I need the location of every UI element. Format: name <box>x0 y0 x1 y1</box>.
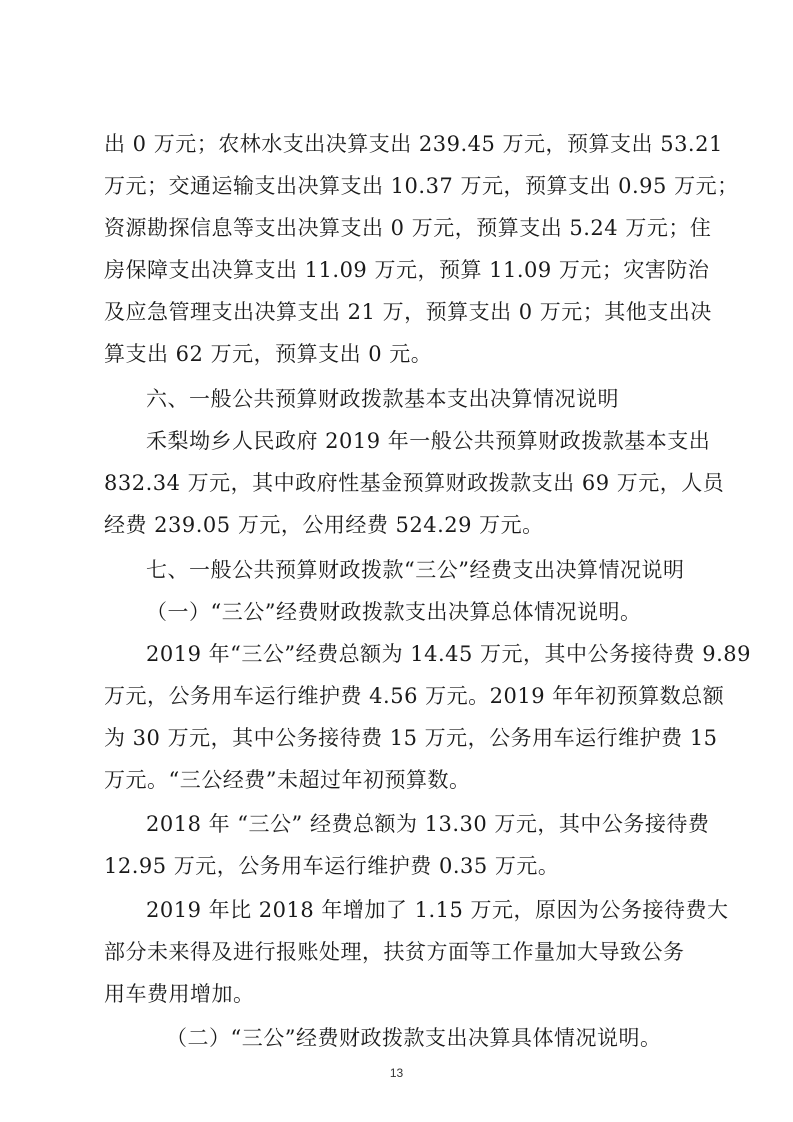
text-line: 2019 年“三公”经费总额为 14.45 万元，其中公务接待费 9.89 <box>146 642 751 666</box>
subsection-heading: （一）“三公”经费财政拨款支出决算总体情况说明。 <box>146 600 642 624</box>
text-line: 用车费用增加。 <box>104 982 255 1006</box>
text-line: 房保障支出决算支出 11.09 万元，预算 11.09 万元；灾害防治 <box>104 258 710 282</box>
text-line: 万元。“三公经费”未超过年初预算数。 <box>104 768 471 792</box>
text-line: 万元；交通运输支出决算支出 10.37 万元，预算支出 0.95 万元； <box>104 174 739 198</box>
text-line: 12.95 万元，公务用车运行维护费 0.35 万元。 <box>104 854 560 878</box>
text-line: 为 30 万元，其中公务接待费 15 万元，公务用车运行维护费 15 <box>104 726 718 750</box>
text-line: 832.34 万元，其中政府性基金预算财政拨款支出 69 万元，人员 <box>104 471 725 495</box>
text-line: 禾梨坳乡人民政府 2019 年一般公共预算财政拨款基本支出 <box>146 429 711 453</box>
page-number: 13 <box>389 1066 404 1080</box>
subsection-heading: （二）“三公”经费财政拨款支出决算具体情况说明。 <box>166 1026 662 1050</box>
section-heading: 七、一般公共预算财政拨款“三公”经费支出决算情况说明 <box>146 558 685 582</box>
text-line: 经费 239.05 万元，公用经费 524.29 万元。 <box>104 513 544 537</box>
text-line: 资源勘探信息等支出决算支出 0 万元，预算支出 5.24 万元；住 <box>104 216 712 240</box>
text-line: 及应急管理支出决算支出 21 万，预算支出 0 万元；其他支出决 <box>104 300 712 324</box>
section-heading: 六、一般公共预算财政拨款基本支出决算情况说明 <box>146 387 619 411</box>
text-line: 算支出 62 万元，预算支出 0 元。 <box>104 342 433 366</box>
text-line: 2019 年比 2018 年增加了 1.15 万元，原因为公务接待费大 <box>146 898 729 922</box>
text-line: 万元，公务用车运行维护费 4.56 万元。2019 年年初预算数总额 <box>104 684 725 708</box>
text-line: 2018 年 “三公” 经费总额为 13.30 万元，其中公务接待费 <box>146 812 710 836</box>
text-line: 出 0 万元；农林水支出决算支出 239.45 万元，预算支出 53.21 <box>104 132 723 156</box>
text-line: 部分未来得及进行报账处理，扶贫方面等工作量加大导致公务 <box>104 940 685 964</box>
